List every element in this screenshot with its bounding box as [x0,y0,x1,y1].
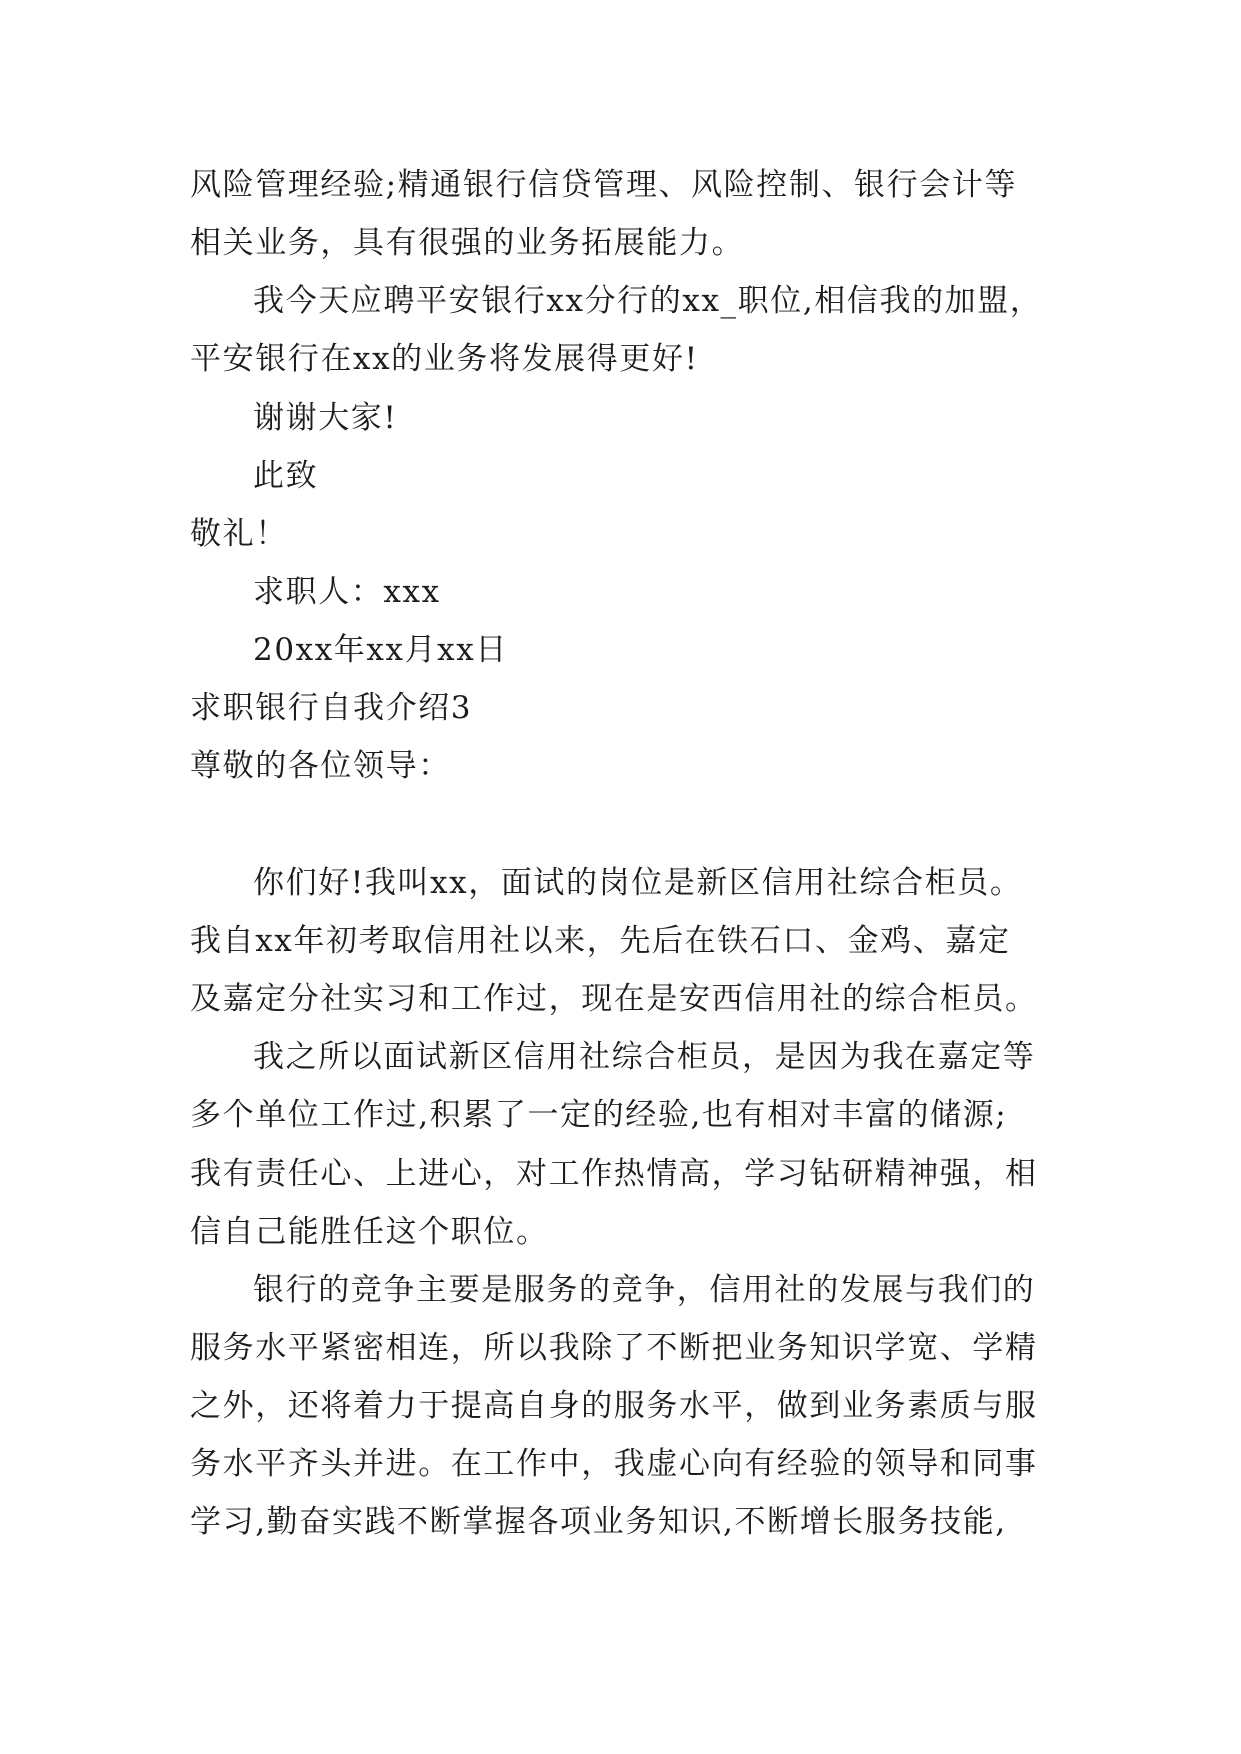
text-line: 学习,勤奋实践不断掌握各项业务知识,不断增长服务技能, [190,1504,1007,1540]
text-line: 服务水平紧密相连，所以我除了不断把业务知识学宽、学精 [190,1330,1038,1366]
text-line: 相关业务，具有很强的业务拓展能力。 [190,225,745,261]
text-line: 信自己能胜任这个职位。 [190,1214,549,1250]
text-line: 20xx年xx月xx日 [253,632,508,668]
text-line: 谢谢大家! [253,400,398,436]
text-line: 平安银行在xx的业务将发展得更好! [190,341,699,377]
text-line: 之外，还将着力于提高自身的服务水平，做到业务素质与服 [190,1388,1038,1424]
text-line: 我之所以面试新区信用社综合柜员，是因为我在嘉定等 [253,1039,1036,1075]
text-line: 求职人：xxx [253,574,441,610]
text-line: 我有责任心、上进心，对工作热情高，学习钻研精神强，相 [190,1156,1038,1192]
text-line: 我今天应聘平安银行xx分行的xx_职位,相信我的加盟， [253,283,1043,319]
text-line: 及嘉定分社实习和工作过，现在是安西信用社的综合柜员。 [190,981,1038,1017]
text-line: 你们好!我叫xx，面试的岗位是新区信用社综合柜员。 [253,865,1023,901]
text-line: 务水平齐头并进。在工作中，我虚心向有经验的领导和同事 [190,1446,1038,1482]
text-line: 此致 [253,458,319,494]
text-line: 多个单位工作过,积累了一定的经验,也有相对丰富的储源; [190,1097,1008,1133]
text-line: 敬礼！ [190,516,288,552]
section-title: 求职银行自我介绍3 [190,690,473,726]
text-line: 银行的竞争主要是服务的竞争，信用社的发展与我们的 [253,1272,1036,1308]
text-line: 我自xx年初考取信用社以来，先后在铁石口、金鸡、嘉定 [190,923,1011,959]
text-line: 风险管理经验;精通银行信贷管理、风险控制、银行会计等 [190,167,1018,203]
salutation: 尊敬的各位领导： [190,748,451,784]
